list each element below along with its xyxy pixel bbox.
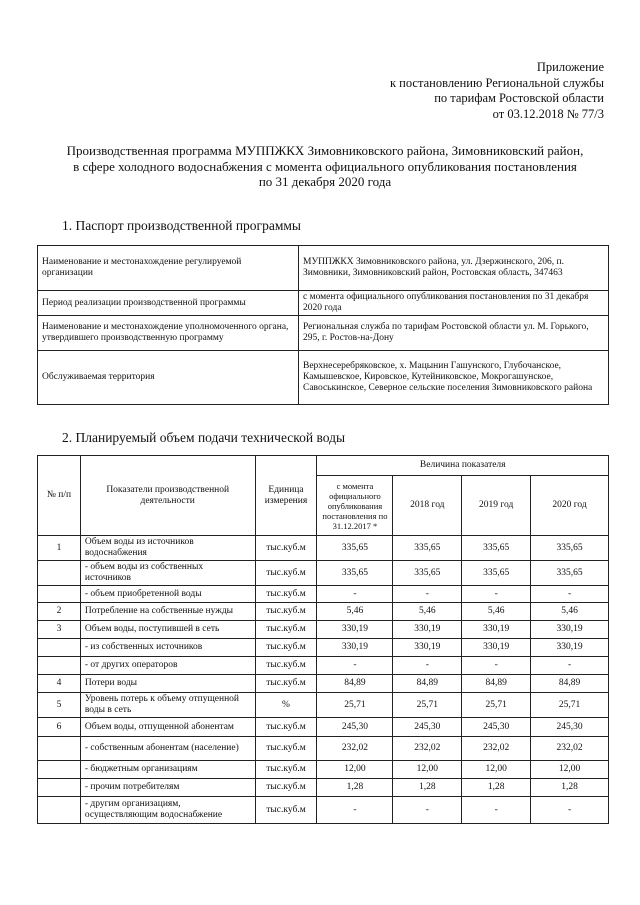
row-unit: тыс.куб.м: [255, 561, 317, 586]
row-value: 25,71: [531, 693, 609, 718]
row-value: 245,30: [531, 718, 609, 737]
row-indicator: - от других операторов: [80, 657, 255, 675]
row-value: 330,19: [393, 621, 462, 639]
row-value: -: [531, 586, 609, 603]
row-value: -: [462, 586, 531, 603]
table-row: [38, 536, 609, 561]
header-unit: Единица измерения: [255, 456, 317, 536]
row-value: 1,28: [531, 779, 609, 797]
row-value: 330,19: [462, 621, 531, 639]
row-value: -: [531, 797, 609, 824]
passport-row: [38, 351, 609, 405]
row-value: 84,89: [393, 675, 462, 693]
appendix-line: от 03.12.2018 № 77/3: [492, 106, 604, 121]
row-value: -: [393, 657, 462, 675]
row-num: [38, 761, 81, 779]
appendix-line: к постановлению Региональной службы: [389, 75, 604, 90]
row-num: [38, 586, 81, 603]
row-indicator: - собственным абонентам (население): [80, 737, 255, 761]
row-num: [38, 561, 81, 586]
row-value: -: [531, 657, 609, 675]
row-value: 335,65: [393, 536, 462, 561]
passport-table: [37, 245, 609, 405]
header-num: № п/п: [38, 456, 81, 536]
row-value: -: [317, 657, 393, 675]
row-num: [38, 639, 81, 657]
row-indicator: Объем воды из источников водоснабжения: [80, 536, 255, 561]
passport-value: МУППЖКХ Зимовниковского района, ул. Дзержинского, 206, п. Зимовники, Зимовниковский район, Ростовская область, 347463: [299, 246, 609, 291]
row-value: 5,46: [393, 603, 462, 621]
row-unit: тыс.куб.м: [255, 639, 317, 657]
row-value: 25,71: [462, 693, 531, 718]
row-indicator: - прочим потребителям: [80, 779, 255, 797]
row-num: 5: [38, 693, 81, 718]
row-indicator: Объем воды, поступившей в сеть: [80, 621, 255, 639]
row-value: -: [393, 797, 462, 824]
row-unit: тыс.куб.м: [255, 586, 317, 603]
row-value: 25,71: [317, 693, 393, 718]
row-value: 330,19: [462, 639, 531, 657]
row-value: 232,02: [462, 737, 531, 761]
row-unit: тыс.куб.м: [255, 536, 317, 561]
row-num: 4: [38, 675, 81, 693]
row-value: 5,46: [317, 603, 393, 621]
header-indicator: Показатели производственной деятельности: [80, 456, 255, 536]
row-value: 84,89: [531, 675, 609, 693]
header-col: 2020 год: [531, 476, 609, 536]
row-value: -: [317, 586, 393, 603]
row-value: 1,28: [393, 779, 462, 797]
table-row: [38, 779, 609, 797]
row-value: 1,28: [462, 779, 531, 797]
row-value: 330,19: [317, 621, 393, 639]
table-row: [38, 693, 609, 718]
row-indicator: Потери воды: [80, 675, 255, 693]
row-value: 335,65: [317, 536, 393, 561]
header-group: Величина показателя: [317, 456, 609, 476]
row-num: [38, 657, 81, 675]
row-value: -: [393, 586, 462, 603]
row-value: 335,65: [531, 561, 609, 586]
row-value: 335,65: [393, 561, 462, 586]
volume-table: [37, 455, 609, 824]
row-value: 1,28: [317, 779, 393, 797]
row-value: 335,65: [462, 536, 531, 561]
passport-label: Наименование и местонахождение уполномоченного органа, утвердившего производственную программу: [38, 316, 299, 351]
table-row: [38, 718, 609, 737]
row-unit: тыс.куб.м: [255, 657, 317, 675]
passport-value: с момента официального опубликования постановления по 31 декабря 2020 года: [299, 291, 609, 316]
row-indicator: - объем приобретенной воды: [80, 586, 255, 603]
header-col: 2018 год: [393, 476, 462, 536]
row-value: 232,02: [393, 737, 462, 761]
passport-label: Обслуживаемая территория: [38, 351, 299, 405]
appendix-line: Приложение: [536, 60, 604, 74]
row-value: 84,89: [462, 675, 531, 693]
table-row: [38, 675, 609, 693]
passport-row: [38, 291, 609, 316]
row-num: 3: [38, 621, 81, 639]
row-unit: тыс.куб.м: [255, 779, 317, 797]
row-unit: тыс.куб.м: [255, 675, 317, 693]
row-value: 245,30: [317, 718, 393, 737]
table-row: [38, 639, 609, 657]
row-value: 5,46: [462, 603, 531, 621]
row-value: -: [317, 797, 393, 824]
row-value: 335,65: [317, 561, 393, 586]
row-num: [38, 737, 81, 761]
passport-row: [38, 246, 609, 291]
row-value: 232,02: [531, 737, 609, 761]
title-line: в сфере холодного водоснабжения с момента официального опубликования постановления: [73, 158, 577, 174]
row-value: 25,71: [393, 693, 462, 718]
row-value: 335,65: [531, 536, 609, 561]
title-line: по 31 декабря 2020 года: [258, 174, 392, 189]
row-unit: тыс.куб.м: [255, 761, 317, 779]
row-unit: тыс.куб.м: [255, 737, 317, 761]
section-1-heading: 1. Паспорт производственной программы: [62, 218, 301, 233]
header-col: 2019 год: [462, 476, 531, 536]
row-value: 330,19: [531, 621, 609, 639]
table-row: [38, 737, 609, 761]
document-title: [40, 143, 610, 190]
row-value: 335,65: [462, 561, 531, 586]
title-line: Производственная программа МУППЖКХ Зимовниковского района, Зимовниковский район,: [66, 143, 584, 158]
row-value: 12,00: [462, 761, 531, 779]
table-row: [38, 657, 609, 675]
table-row: [38, 603, 609, 621]
row-unit: тыс.куб.м: [255, 718, 317, 737]
appendix-line: по тарифам Ростовской области: [434, 91, 604, 105]
row-num: [38, 779, 81, 797]
header-col: с момента официального опубликования постановления по 31.12.2017 *: [317, 476, 393, 536]
row-unit: тыс.куб.м: [255, 797, 317, 824]
section-2-heading: 2. Планируемый объем подачи технической воды: [62, 430, 346, 445]
row-num: [38, 797, 81, 824]
row-indicator: Объем воды, отпущенной абонентам: [80, 718, 255, 737]
row-value: 84,89: [317, 675, 393, 693]
passport-row: [38, 316, 609, 351]
row-indicator: - из собственных источников: [80, 639, 255, 657]
row-num: 2: [38, 603, 81, 621]
row-value: 232,02: [317, 737, 393, 761]
row-indicator: - другим организациям, осуществляющим водоснабжение: [80, 797, 255, 824]
row-value: 12,00: [317, 761, 393, 779]
row-value: 330,19: [531, 639, 609, 657]
passport-value: Верхнесеребряковское, х. Мацынин Гашунского, Глубочанское, Камышевское, Кировское, Кутейниковское, Мокрогашунское, Савоськинское, Северное сельские поселения Зимовниковского района: [299, 351, 609, 405]
row-value: 245,30: [393, 718, 462, 737]
row-unit: тыс.куб.м: [255, 621, 317, 639]
row-unit: тыс.куб.м: [255, 603, 317, 621]
table-row: [38, 797, 609, 824]
row-value: 330,19: [393, 639, 462, 657]
row-value: 245,30: [462, 718, 531, 737]
row-indicator: Потребление на собственные нужды: [80, 603, 255, 621]
table-row: [38, 761, 609, 779]
row-value: -: [462, 657, 531, 675]
row-indicator: - объем воды из собственных источников: [80, 561, 255, 586]
row-indicator: Уровень потерь к объему отпущенной воды в сеть: [80, 693, 255, 718]
table-row: [38, 621, 609, 639]
passport-value: Региональная служба по тарифам Ростовской области ул. М. Горького, 295, г. Ростов-на-Дону: [299, 316, 609, 351]
row-num: 6: [38, 718, 81, 737]
row-indicator: - бюджетным организациям: [80, 761, 255, 779]
row-value: 12,00: [531, 761, 609, 779]
table-row: [38, 586, 609, 603]
row-value: -: [462, 797, 531, 824]
appendix-note: [390, 60, 604, 122]
passport-label: Наименование и местонахождение регулируемой организации: [38, 246, 299, 291]
row-value: 330,19: [317, 639, 393, 657]
row-value: 5,46: [531, 603, 609, 621]
row-num: 1: [38, 536, 81, 561]
table-row: [38, 561, 609, 586]
row-unit: %: [255, 693, 317, 718]
row-value: 12,00: [393, 761, 462, 779]
passport-label: Период реализации производственной программы: [38, 291, 299, 316]
